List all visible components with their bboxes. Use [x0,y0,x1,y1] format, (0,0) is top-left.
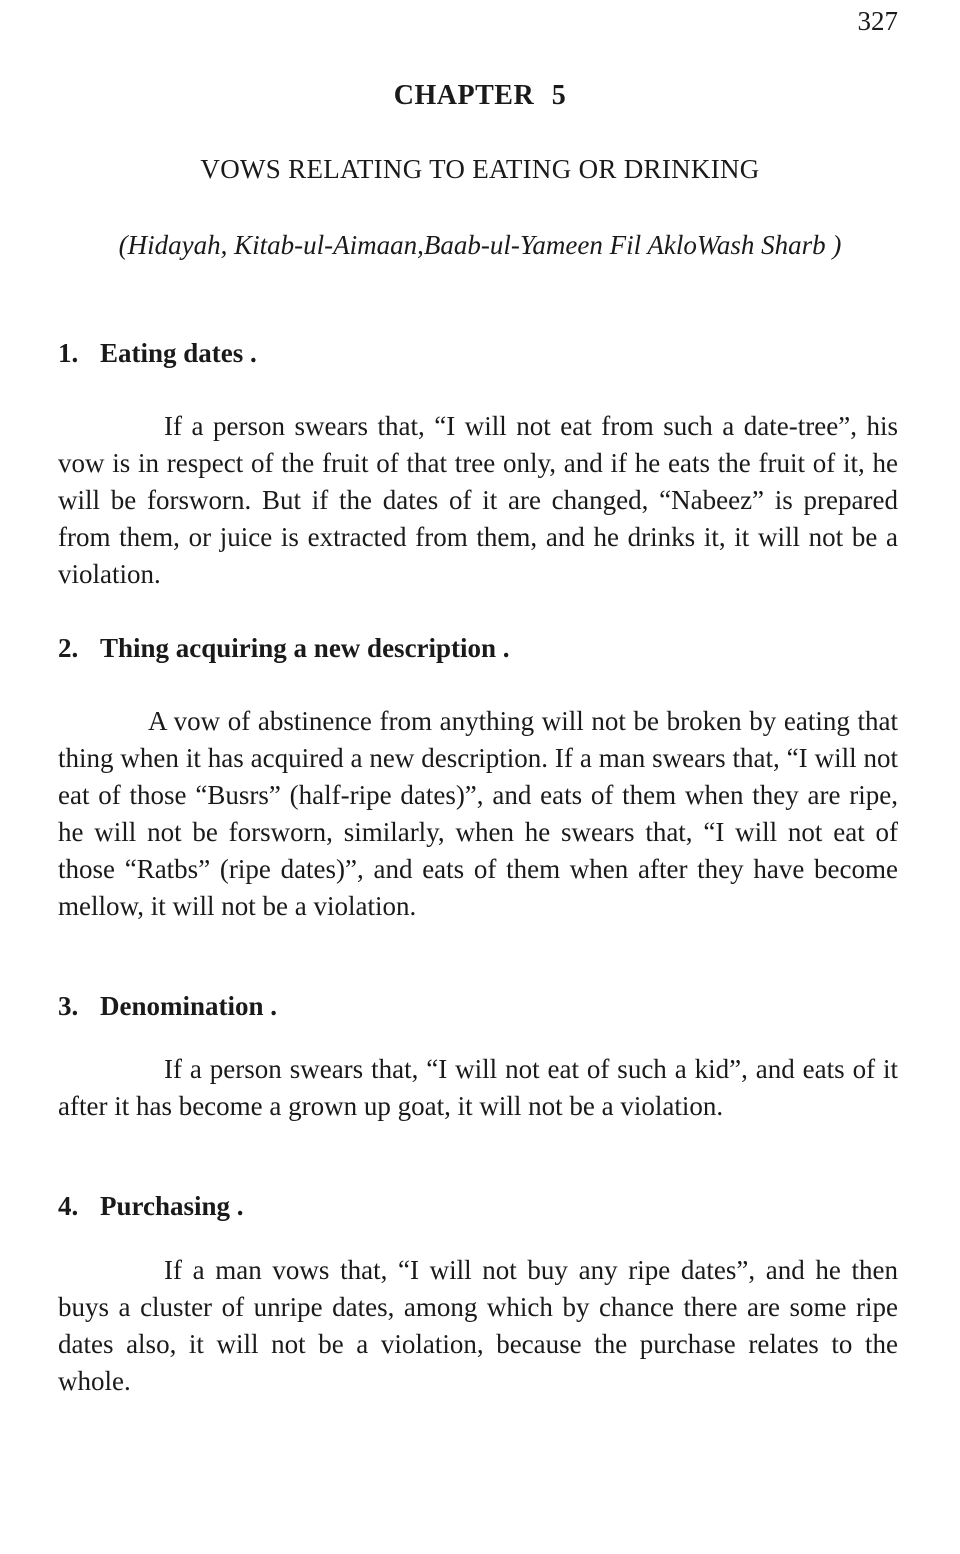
page-number: 327 [857,6,898,36]
section-title: Eating dates . [100,338,257,368]
chapter-subtitle: VOWS RELATING TO EATING OR DRINKING [200,154,760,184]
section-number: 1. [58,338,79,368]
section-body-3: If a person swears that, “I will not eat of such a kid”, and eats of it after it has become a grown up goat, it will not be a violation. [58,1054,898,1121]
section-heading-3 [58,989,900,1023]
section-body-1: If a person swears that, “I will not eat from such a date-tree”, his vow is in respect of the fruit of that tree only, and if he eats the fruit of it, he will be forsworn. But if the dates of it are changed, “Nabeez” is prepared from them, or juice is extracted from them, and he drinks it, it will not be a violation. [58,411,898,589]
section-number: 3. [58,991,79,1021]
section-body-4: If a man vows that, “I will not buy any ripe dates”, and he then buys a cluster of unripe dates, among which by chance there are some ripe dates also, it will not be a violation, because the purchase relates to the whole. [58,1255,898,1396]
section-title: Thing acquiring a new description . [100,633,510,663]
chapter-source: (Hidayah, Kitab-ul-Aimaan,Baab-ul-Yameen Fil AkloWash Sharb ) [118,230,842,260]
section-heading-1 [58,336,900,370]
section-title: Denomination . [100,991,278,1021]
section-number: 4. [58,1191,79,1221]
section-heading-4 [58,1189,900,1223]
section-body-2: A vow of abstinence from anything will not be broken by eating that thing when it has acquired a new description. If a man swears that, “I will not eat of those “Busrs” (half-ripe dates)”, and eats of them when they are ripe, he will not be forsworn, similarly, when he swears that, “I will not eat of those “Ratbs” (ripe dates)”, and eats of them when after they have become mellow, it will not be a violation. [58,706,898,921]
section-number: 2. [58,633,79,663]
section-title: Purchasing . [100,1191,244,1221]
chapter-title: CHAPTER 5 [393,80,567,111]
section-heading-2 [58,631,900,665]
